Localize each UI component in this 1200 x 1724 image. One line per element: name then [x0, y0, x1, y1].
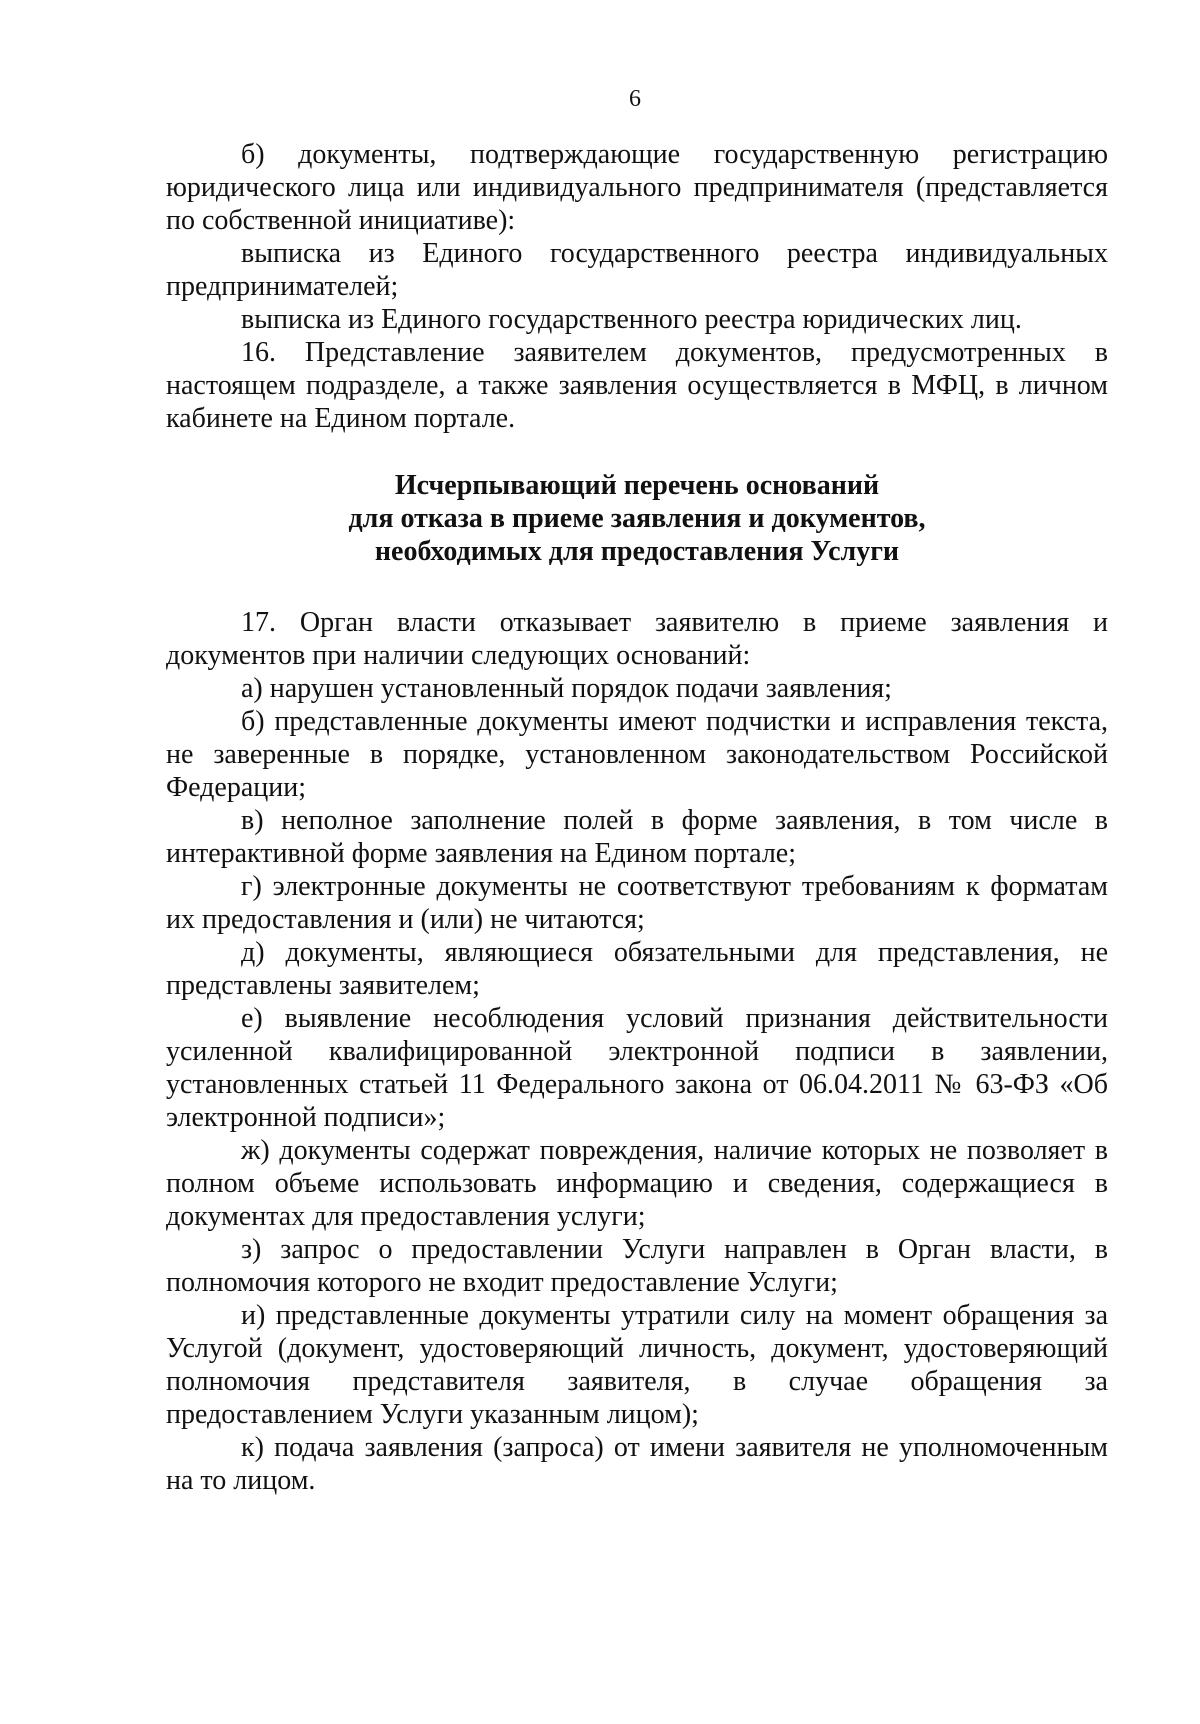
paragraph-16-submission: 16. Представление заявителем документов, предусмотренных в настоящем подразделе, а также заявления осуществляется в МФЦ, в личном кабинете на Едином портале. [166, 337, 1108, 434]
section-heading-line-2: для отказа в приеме заявления и документов, [348, 503, 926, 534]
section-heading [166, 469, 1108, 568]
section-heading-line-3: необходимых для предоставления Услуги [374, 536, 900, 567]
section-heading-line-1: Исчерпывающий перечень оснований [394, 470, 880, 501]
list-item-d: д) документы, являющиеся обязательными для представления, не представлены заявителем; [166, 937, 1108, 1001]
list-item-z: з) запрос о предоставлении Услуги направлен в Орган власти, в полномочия которого не входит предоставление Услуги; [166, 1234, 1108, 1298]
top-text-block [166, 138, 1108, 435]
list-item-k: к) подача заявления (запроса) от имени заявителя не уполномоченным на то лицом. [166, 1432, 1108, 1496]
paragraph-egrul-extract: выписка из Единого государственного реестра юридических лиц. [241, 304, 1022, 335]
bottom-text-block [166, 606, 1108, 1497]
list-item-zh: ж) документы содержат повреждения, наличие которых не позволяет в полном объеме использовать информацию и сведения, содержащиеся в документах для предоставления услуги; [166, 1135, 1108, 1232]
list-item-a: а) нарушен установленный порядок подачи заявления; [241, 673, 892, 704]
list-item-v: в) неполное заполнение полей в форме заявления, в том числе в интерактивной форме заявления на Едином портале; [166, 805, 1108, 869]
list-item-i: и) представленные документы утратили силу на момент обращения за Услугой (документ, удостоверяющий личность, документ, удостоверяющий полномочия представителя заявителя, в случае обращения за предоставлением Услуги указанным лицом); [166, 1300, 1108, 1430]
paragraph-state-registration-docs: б) документы, подтверждающие государственную регистрацию юридического лица или индивидуального предпринимателя (представляется по собственной инициативе): [166, 139, 1108, 236]
paragraph-egrip-extract: выписка из Единого государственного реестра индивидуальных предпринимателей; [166, 238, 1108, 302]
paragraph-17-intro: 17. Орган власти отказывает заявителю в приеме заявления и документов при наличии следующих оснований: [166, 607, 1108, 671]
list-item-e: е) выявление несоблюдения условий признания действительности усиленной квалифицированной электронной подписи в заявлении, установленных статьей 11 Федерального закона от 06.04.2011 № 63-ФЗ «Об электронной подписи»; [166, 1003, 1108, 1133]
list-item-g: г) электронные документы не соответствуют требованиям к форматам их предоставления и (или) не читаются; [166, 871, 1108, 935]
list-item-b: б) представленные документы имеют подчистки и исправления текста, не заверенные в порядке, установленном законодательством Российской Федерации; [166, 706, 1108, 803]
page-number: 6 [629, 86, 641, 112]
